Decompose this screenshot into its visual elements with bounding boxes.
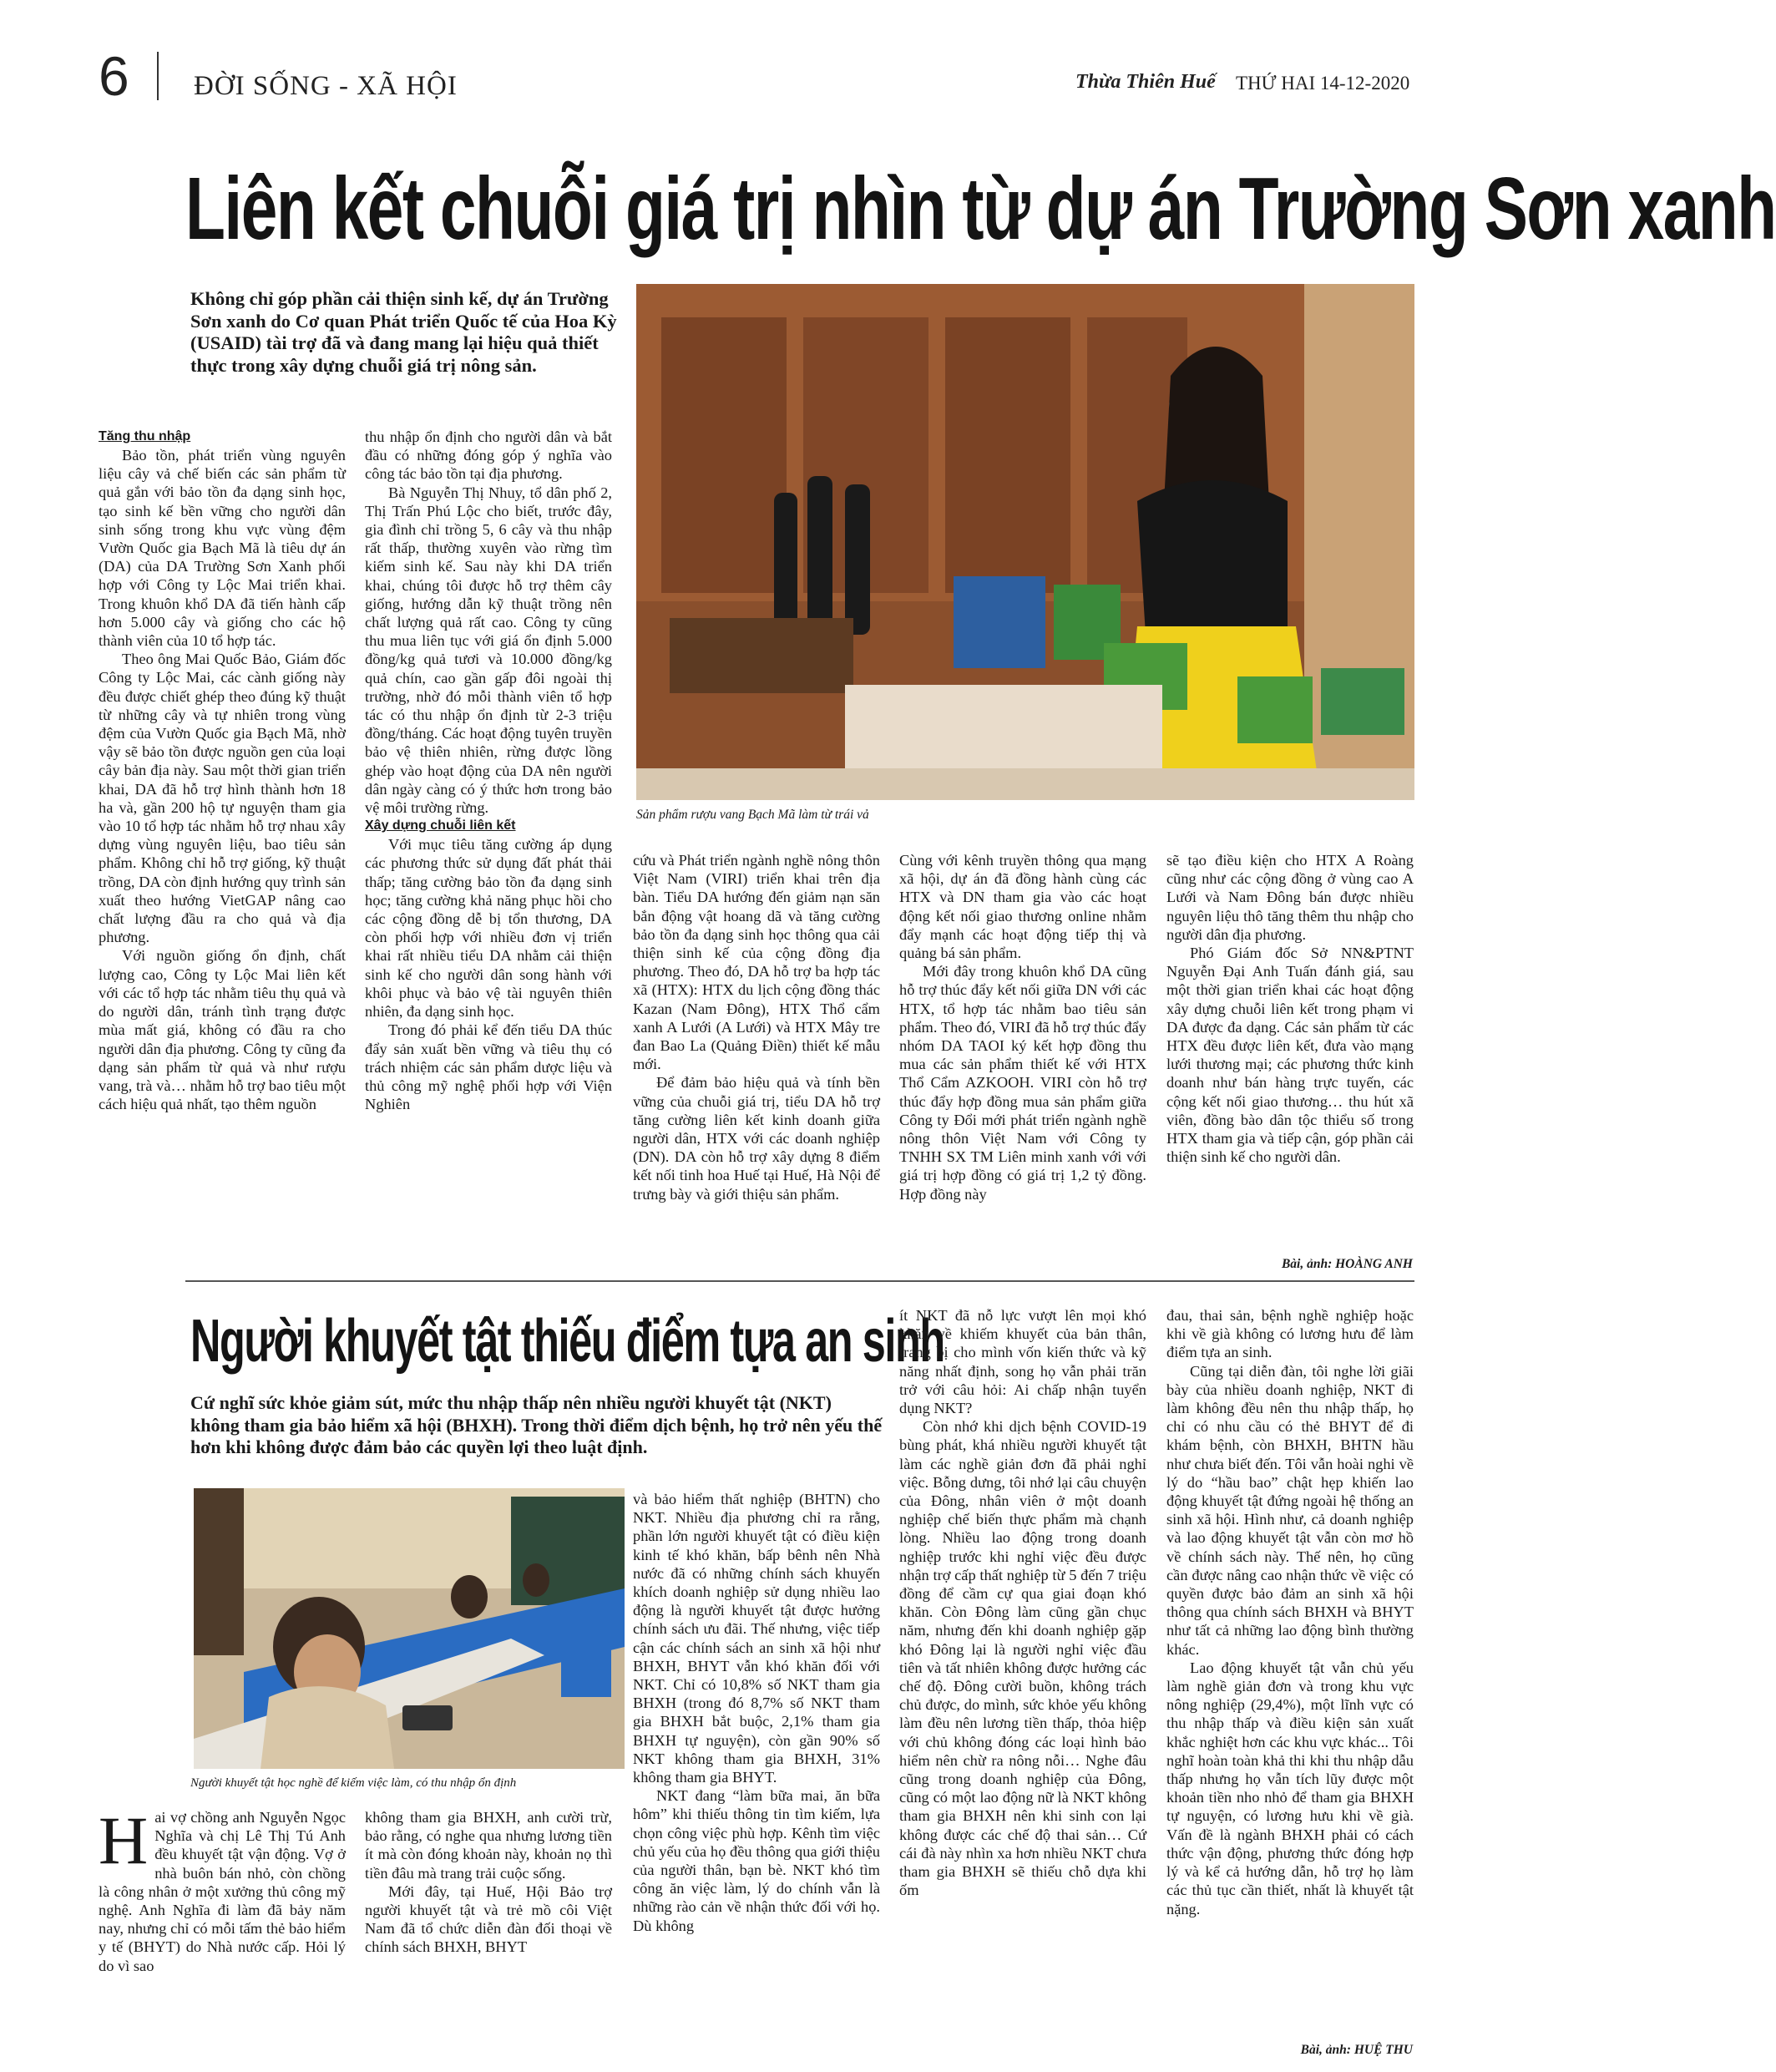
drop-cap: H — [99, 1802, 149, 1878]
vocational-training-photo — [194, 1488, 625, 1769]
paragraph: Theo ông Mai Quốc Bảo, Giám đốc Công ty Lộc Mai, các cành giống này đều được chiết ghép theo đúng kỹ thuật từ những cây và tự nhiên trong vùng đệm của Vườn Quốc gia Bạch Mã, nhờ vậy sẽ bảo tồn được nguồn gen của loại cây bản địa này. Sau một thời gian triển khai, DA đã hỗ trợ hình thành hơn 18 ha và, gần 200 hộ tự nguyện tham gia vào 10 tổ hợp tác nhằm hỗ trợ nhau xây dựng vùng nguyên liệu, bao tiêu sản phẩm. Không chỉ hỗ trợ giống, kỹ thuật trồng, DA còn định hướng quy trình sản xuất theo hướng VietGAP nâng cao chất lượng đầu ra cho quả và địa phương. — [99, 651, 346, 946]
paragraph: Bà Nguyễn Thị Nhuy, tổ dân phố 2, Thị Trấn Phú Lộc cho biết, trước đây, gia đình chỉ trồng 5, 6 cây và thu nhập rất thấp, thường xuyên vào rừng tìm kiếm sinh kế. Sau này khi DA triển khai, chúng tôi được hỗ trợ thêm cây giống, hướng dẫn kỹ thuật trồng nên chất lượng quả rất cao. Công ty cũng thu mua liên tục với giá ổn định 5.000 đồng/kg quả tươi và 10.000 đồng/kg quả chín, cao gần gấp đôi ngoài thị trường, nhờ đó mỗi thành viên tổ hợp tác có thu nhập ổn định từ 2-3 triệu đồng/tháng. Các hoạt động tuyên truyền bảo vệ thiên nhiên, rừng được lồng ghép vào hoạt động của DA nên người dân ngày càng có ý thức hơn trong bảo vệ môi trường rừng. — [365, 484, 612, 817]
header-divider — [157, 52, 159, 100]
article-2-column-5 — [1166, 1306, 1414, 1918]
paragraph: Cũng tại diễn đàn, tôi nghe lời giãi bày của nhiều doanh nghiệp, NKT đi làm không đều nên thu nhập thấp, họ chỉ có nhu cầu có thẻ BHYT để đi khám bệnh, còn BHXH, BHTN hầu như chưa biết đến. Tôi vẫn hoài nghi về lý do “hầu bao” chật hẹp khiến lao động khuyết tật đứng ngoài hệ thống an sinh xã hội. Hình như, cả doanh nghiệp và lao động khuyết tật vẫn còn mơ hồ về chính sách này. Thế nên, họ cũng cần được nâng cao nhận thức về việc có quyền được bảo đảm an sinh xã hội thông qua chính sách BHXH và BHYT như tất cả những lao động bình thường khác. — [1166, 1362, 1414, 1658]
wine-product-photo — [636, 284, 1414, 800]
article-2-sapo: Cứ nghĩ sức khỏe giảm sút, mức thu nhập thấp nên nhiều người khuyết tật (NKT) không tham gia bảo hiểm xã hội (BHXH). Trong thời điểm dịch bệnh, họ trở nên yếu thế hơn khi không được đảm bảo các quyền lợi theo luật định. — [190, 1392, 883, 1457]
subhead-xay-dung-chuoi-lien-ket: Xây dựng chuỗi liên kết — [365, 818, 516, 833]
paragraph: ít NKT đã nỗ lực vượt lên mọi khó khăn về khiếm khuyết của bản thân, trang bị cho mình vốn kiến thức và kỹ năng nhất định, song họ vẫn phải trăn trở với câu hỏi: Ai chấp nhận tuyển dụng NKT? — [899, 1307, 1146, 1417]
paragraph: Để đảm bảo hiệu quả và tính bền vững của chuỗi giá trị, tiểu DA hỗ trợ tăng cường liên kết kinh doanh giữa người dân, HTX với các doanh nghiệp (DN). DA còn hỗ trợ xây dựng 8 điểm kết nối tinh hoa Huế tại Huế, Hà Nội để trưng bày và giới thiệu sản phẩm. — [633, 1074, 880, 1203]
article-1-title: Liên kết chuỗi giá trị nhìn từ dự án Trường Sơn xanh — [185, 160, 1776, 258]
article-2-column-3 — [633, 1490, 880, 1935]
article-1-sapo: Không chỉ góp phần cải thiện sinh kế, dự án Trường Sơn xanh do Cơ quan Phát triển Quốc tế của Hoa Kỳ (USAID) tài trợ đã và đang mang lại hiệu quả thiết thực trong xây dựng chuỗi giá trị nông sản. — [190, 288, 617, 376]
paragraph: Còn nhớ khi dịch bệnh COVID-19 bùng phát, khá nhiều người khuyết tật làm các nghề giản đơn đã phải nghỉ việc. Bỗng dưng, tôi nhớ lại câu chuyện của Đông, nhân viên ở một doanh nghiệp chế biến thực phẩm mà chạnh lòng. Nhiều lao động trong doanh nghiệp trước khi nghỉ việc đều được nhận trợ cấp thất nghiệp từ 5 đến 7 triệu đồng để cầm cự qua giai đoạn khó khăn. Còn Đông làm cũng gần chục năm, nhưng đến khi doanh nghiệp gặp khó Đông lại là người nghỉ việc đầu tiên và tất nhiên không được hưởng các chế độ. Đông cười buồn, không trách chủ được, do mình, sức khỏe yếu không làm đều nên lương tiền thấp, thỏa hiệp với chủ không đóng các loại hình bảo hiểm nên chừ ra nông nỗi… Nghe đâu cũng trong doanh nghiệp của Đông, cũng có một lao động nữ là NKT không tham gia BHXH nên khi sinh con lại không được các chế độ thai sản… Cứ cái đà này nhìn xa hơn nhiều NKT chưa tham gia BHXH sẽ thiếu chỗ dựa khi ốm — [899, 1418, 1146, 1899]
paragraph: Cùng với kênh truyền thông qua mạng xã hội, dự án đã đồng hành cùng các HTX và DN tham gia vào các hoạt động kết nối giao thương online nhằm đẩy mạnh các hoạt động tiếp thị và quảng bá sản phẩm. — [899, 852, 1146, 962]
issue-date: THỨ HAI 14-12-2020 — [1236, 73, 1410, 94]
article-1-column-2 — [365, 428, 612, 1113]
paragraph: thu nhập ổn định cho người dân và bắt đầu có những đóng góp ý nghĩa vào công tác bảo tồn tại địa phương. — [365, 428, 612, 483]
paragraph: Với mục tiêu tăng cường áp dụng các phương thức sử dụng đất phát thải thấp; tăng cường bảo tồn đa dạng sinh học; tăng cường khả năng phục hồi cho các cộng đồng dễ bị tổn thương, DA còn phối hợp với nhiều đơn vị triển khai rất nhiều tiểu DA nhằm cải thiện sinh kế cho người dân song hành với khôi phục và bảo vệ tài nguyên thiên nhiên, đa dạng sinh học. — [365, 836, 612, 1021]
paragraph: cứu và Phát triển ngành nghề nông thôn Việt Nam (VIRI) triển khai trên địa bàn. Tiểu DA hướng đến giảm nạn săn bắn động vật hoang dã và tăng cường bảo tồn đa dạng sinh học thông qua cải thiện sinh kế của cộng đồng địa phương. Theo đó, DA hỗ trợ ba hợp tác xã (HTX): HTX du lịch cộng đồng thác Kazan (Nam Đông), HTX Thổ cẩm xanh A Lưới (A Lưới) và HTX Mây tre đan Bao La (Quảng Điền) thiết kế mẫu mới. — [633, 852, 880, 1073]
article-2-column-4 — [899, 1306, 1146, 1900]
paragraph: Lao động khuyết tật vẫn chủ yếu làm nghề giản đơn và trong khu vực nông nghiệp (29,4%), một lĩnh vực có thu nhập thấp và điều kiện sản xuất khắc nghiệt hơn các khu vực khác... Tôi nghĩ hoàn toàn khả thi khi thu nhập dẫu thấp nhưng họ vẫn tích lũy được một khoản tiền nho nhỏ để tham gia BHXH tự nguyện, có lương hưu khi về già. Vấn đề là ngành BHXH phải có cách thức vận động, phương thức đóng hợp lý và kể cả hướng dẫn, hỗ trợ họ làm các thủ tục cần thiết, nhất là khuyết tật nặng. — [1166, 1659, 1414, 1917]
article-1-byline: Bài, ảnh: HOÀNG ANH — [1281, 1257, 1413, 1271]
article-1-column-3 — [633, 851, 880, 1203]
article-2-column-1 — [99, 1802, 346, 1975]
article-1-photo-caption: Sản phẩm rượu vang Bạch Mã làm từ trái vả — [636, 808, 869, 822]
masthead: Thừa Thiên Huế — [1075, 71, 1216, 93]
paragraph: không tham gia BHXH, anh cười trừ, bảo rằng, có nghe qua nhưng lương tiền ít mà còn đóng khoản này, khoản nọ thì tiền đâu mà trang trải cuộc sống. — [365, 1809, 612, 1882]
article-2-byline: Bài, ảnh: HUỆ THU — [1300, 2043, 1413, 2057]
paragraph: và bảo hiểm thất nghiệp (BHTN) cho NKT. Nhiều địa phương chỉ ra rằng, phần lớn người khuyết tật có điều kiện kinh tế khó khăn, bấp bênh nên Nhà nước đã có những chính sách khuyến khích doanh nghiệp sử dụng nhiều lao động là người khuyết tật được hưởng chính sách ưu đãi. Thế nhưng, việc tiếp cận các chính sách an sinh xã hội như BHXH, BHYT vẫn khó khăn đối với NKT. Chỉ có 10,8% số NKT tham gia BHXH (trong đó 8,7% số NKT tham gia BHXH bắt buộc, 2,1% tham gia BHXH tự nguyện), còn gần 90% số NKT không tham gia BHXH, 31% không tham gia BHYT. — [633, 1491, 880, 1786]
paragraph: sẽ tạo điều kiện cho HTX A Roàng cũng như các cộng đồng ở vùng cao A Lưới và Nam Đông bán được nhiều nguyên liệu thô tăng thêm thu nhập cho người dân địa phương. — [1166, 852, 1414, 943]
article-1-column-5 — [1166, 851, 1414, 1166]
section-name: ĐỜI SỐNG - XÃ HỘI — [194, 71, 458, 101]
paragraph: NKT đang “làm bữa mai, ăn bữa hôm” khi thiếu thông tin tìm kiếm, lựa chọn công việc phù hợp. Kênh tìm việc chủ yếu của họ đều thông qua giới thiệu của người thân, bạn bè. NKT khó tìm công ăn việc làm, lý do chính vẫn là những rào cản về nhận thức đối với họ. Dù không — [633, 1787, 880, 1934]
paragraph: ai vợ chồng anh Nguyễn Ngọc Nghĩa và chị Lê Thị Tú Anh đều khuyết tật vận động. Vợ ở nhà buôn bán nhỏ, còn chồng là công nhân ở một xưởng thủ công mỹ nghệ. Anh Nghĩa đi làm đã bảy năm nay, nhưng chỉ có mỗi tấm thẻ bảo hiểm y tế (BHYT) do Nhà nước cấp. Hỏi lý do vì sao — [99, 1809, 346, 1974]
article-2-title: Người khuyết tật thiếu điểm tựa an sinh — [190, 1308, 944, 1375]
article-1-column-1 — [99, 428, 346, 1113]
paragraph: Bảo tồn, phát triển vùng nguyên liệu cây vả chế biến các sản phẩm từ quả gắn với bảo tồn đa dạng sinh học, tạo sinh kế bền vững cho người dân sinh sống trong khu vực vùng đệm Vườn Quốc gia Bạch Mã là tiêu dự án (DA) của DA Trường Sơn Xanh phối hợp với Công ty Lộc Mai triển khai. Trong khuôn khổ DA đã tiến hành cấp hơn 5.000 cây và giống cho các hộ thành viên của 10 tổ hợp tác. — [99, 447, 346, 650]
paragraph: Với nguồn giống ổn định, chất lượng cao, Công ty Lộc Mai liên kết với các tổ hợp tác nhằm tiêu thụ quả và do người dân, tránh tình trạng được mùa mất giá, không có đầu ra cho người dân địa phương. Công ty cũng đa dạng sản phẩm từ quả và như rượu vang, trà và… nhằm hỗ trợ bao tiêu một cách hiệu quả nhất, tạo thêm nguồn — [99, 947, 346, 1113]
subhead-tang-thu-nhap: Tăng thu nhập — [99, 429, 191, 443]
paragraph: Mới đây trong khuôn khổ DA cũng hỗ trợ thúc đẩy kết nối giữa DN với các HTX, tổ hợp tác nhằm bao tiêu sản phẩm. Theo đó, VIRI đã hỗ trợ thúc đẩy nhóm DA TAOI ký kết hợp đồng thu mua các sản phẩm thiết kế với HTX Thổ Cẩm AZKOOH. VIRI còn hỗ trợ thúc đẩy hợp đồng mua sản phẩm giữa Công ty Đổi mới phát triển ngành nghề nông thôn Việt Nam với Công ty TNHH SX TM Liên minh xanh với với giá trị hợp đồng có giá trị 1,2 tỷ đồng. Hợp đồng này — [899, 963, 1146, 1203]
page-number: 6 — [99, 45, 129, 107]
paragraph: đau, thai sản, bệnh nghề nghiệp hoặc khi về già không có lương hưu để làm điểm tựa an sinh. — [1166, 1307, 1414, 1361]
article-2-photo-caption: Người khuyết tật học nghề để kiếm việc làm, có thu nhập ổn định — [190, 1776, 517, 1790]
article-separator — [185, 1280, 1414, 1282]
paragraph: Phó Giám đốc Sở NN&PTNT Nguyễn Đại Anh Tuấn đánh giá, sau một thời gian triển khai các hoạt động xây dựng chuỗi liên kết trong phạm vi DA được đa dạng. Các sản phẩm từ các HTX đều được liên kết, đưa vào mạng lưới thương mại; các phương thức kinh doanh như bán hàng trực tuyến, các cộng kết nối giao thương… thu hút xã viên, đồng bào dân tộc thiểu số trong HTX tham gia và tiếp cận, góp phần cải thiện sinh kế cho người dân. — [1166, 945, 1414, 1166]
paragraph: Trong đó phải kể đến tiểu DA thúc đẩy sản xuất bền vững và tiêu thụ có trách nhiệm các sản phẩm dược liệu và thủ công mỹ nghệ phối hợp với Viện Nghiên — [365, 1021, 612, 1113]
paragraph: Mới đây, tại Huế, Hội Bảo trợ người khuyết tật và trẻ mồ côi Việt Nam đã tổ chức diễn đàn đối thoại về chính sách BHXH, BHYT — [365, 1882, 612, 1956]
article-2-column-2 — [365, 1808, 612, 1957]
article-1-column-4 — [899, 851, 1146, 1203]
